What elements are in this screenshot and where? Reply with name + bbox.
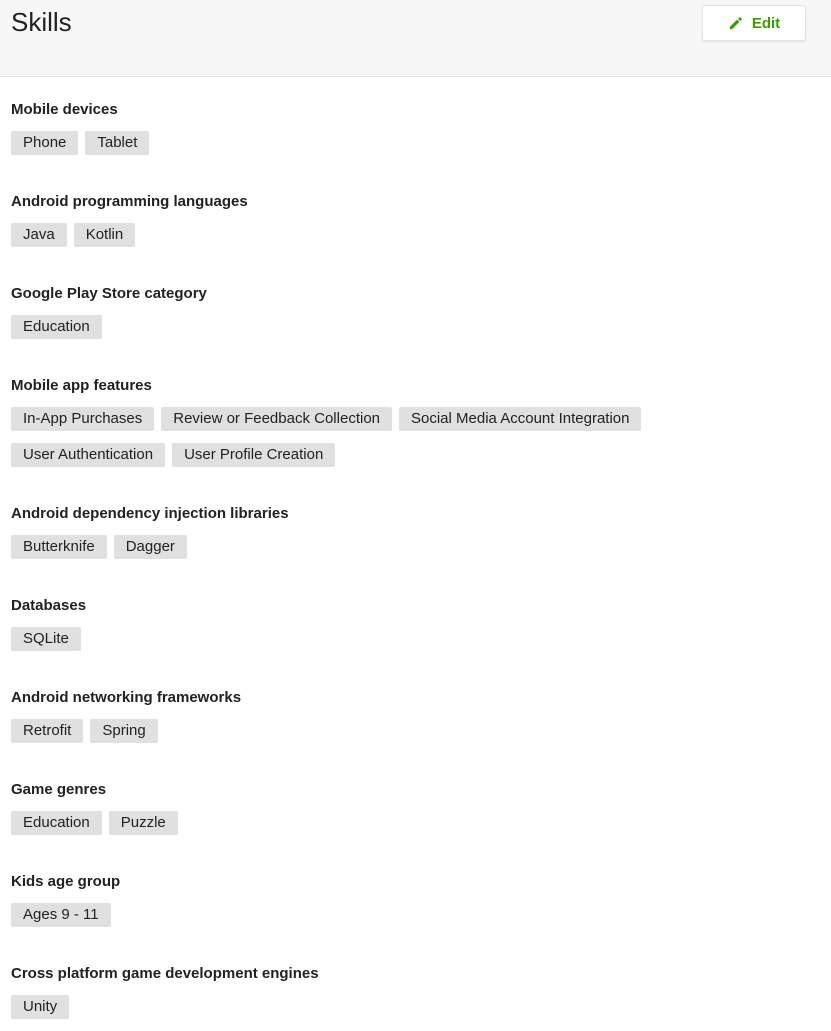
- skill-tag[interactable]: User Profile Creation: [172, 443, 335, 467]
- skill-group-networking: [11, 688, 811, 755]
- skill-tag[interactable]: Java: [11, 223, 67, 247]
- skill-group-mobile-devices: [11, 100, 811, 167]
- skill-tag[interactable]: Kotlin: [74, 223, 136, 247]
- skill-group-play-store-category: [11, 284, 811, 351]
- group-title: Android dependency injection libraries: [11, 505, 289, 522]
- tag-list: [11, 315, 811, 351]
- skill-group-databases: [11, 596, 811, 663]
- tag-list: [11, 223, 811, 259]
- skill-tag[interactable]: Education: [11, 315, 102, 339]
- skill-tag[interactable]: Retrofit: [11, 719, 83, 743]
- tag-list: [11, 995, 811, 1031]
- skill-tag[interactable]: Dagger: [114, 535, 187, 559]
- pencil-icon: [728, 16, 743, 31]
- skill-tag[interactable]: Ages 9 - 11: [11, 903, 111, 927]
- skill-tag[interactable]: Education: [11, 811, 102, 835]
- group-title: Mobile devices: [11, 101, 118, 118]
- skill-group-android-languages: [11, 192, 811, 259]
- tag-list: [11, 719, 811, 755]
- skill-group-game-genres: [11, 780, 811, 847]
- tag-list: [11, 131, 811, 167]
- skill-group-app-features: [11, 376, 711, 479]
- skill-tag[interactable]: In-App Purchases: [11, 407, 154, 431]
- skill-tag[interactable]: Butterknife: [11, 535, 107, 559]
- tag-list: [11, 903, 811, 939]
- skill-group-kids-age: [11, 872, 811, 939]
- skill-tag[interactable]: Spring: [90, 719, 157, 743]
- group-title: Android networking frameworks: [11, 689, 242, 706]
- skill-tag[interactable]: Unity: [11, 995, 69, 1019]
- group-title: Mobile app features: [11, 377, 152, 394]
- tag-list: [11, 535, 811, 571]
- group-title: Cross platform game development engines: [11, 965, 319, 982]
- skill-tag[interactable]: Review or Feedback Collection: [161, 407, 392, 431]
- group-title: Android programming languages: [11, 193, 248, 210]
- tag-list: [11, 811, 811, 847]
- group-title: Kids age group: [11, 873, 121, 890]
- skill-tag[interactable]: SQLite: [11, 627, 81, 651]
- group-title: Databases: [11, 597, 87, 614]
- edit-button-label: Edit: [751, 14, 781, 32]
- skill-tag[interactable]: User Authentication: [11, 443, 165, 467]
- skill-tag[interactable]: Phone: [11, 131, 78, 155]
- page-title: Skills: [11, 7, 72, 37]
- skill-tag[interactable]: Social Media Account Integration: [399, 407, 641, 431]
- group-title: Game genres: [11, 781, 107, 798]
- skill-tag[interactable]: Tablet: [85, 131, 149, 155]
- tag-list: [11, 407, 711, 479]
- skill-group-di-libraries: [11, 504, 811, 571]
- skill-tag[interactable]: Puzzle: [109, 811, 178, 835]
- page-header: [0, 0, 831, 77]
- group-title: Google Play Store category: [11, 285, 207, 302]
- edit-button[interactable]: [702, 5, 806, 41]
- tag-list: [11, 627, 811, 663]
- skill-group-game-engines: [11, 964, 811, 1031]
